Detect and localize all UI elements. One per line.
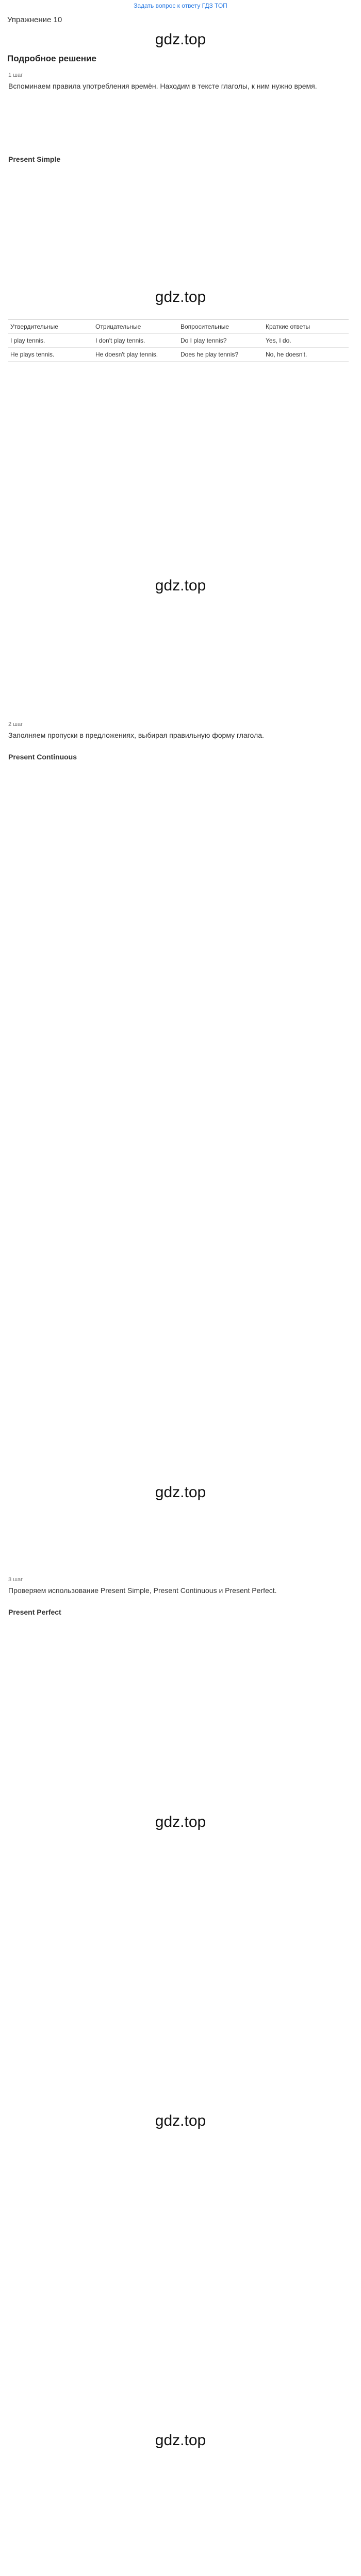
watermark: gdz.top xyxy=(155,2432,206,2449)
watermark: gdz.top xyxy=(155,289,206,306)
watermark: gdz.top xyxy=(155,31,206,48)
table-cell: Does he play tennis? xyxy=(180,351,239,358)
tense-name: Present Continuous xyxy=(8,753,77,761)
table-header: Вопросительные xyxy=(180,323,229,330)
table-cell: He doesn't play tennis. xyxy=(95,351,158,358)
exercise-title: Упражнение 10 xyxy=(7,15,62,24)
table-header: Отрицательные xyxy=(95,323,141,330)
section-title: Подробное решение xyxy=(7,54,96,63)
table-cell: I don't play tennis. xyxy=(95,337,145,344)
table-cell: I play tennis. xyxy=(10,337,45,344)
table-row xyxy=(8,348,349,362)
table-cell: Yes, I do. xyxy=(266,337,291,344)
watermark: gdz.top xyxy=(155,1484,206,1501)
watermark: gdz.top xyxy=(155,1814,206,1831)
table-cell: No, he doesn't. xyxy=(266,351,307,358)
question-link[interactable]: Задать вопрос к ответу ГДЗ ТОП xyxy=(134,2,227,9)
step-label: 2 шаг xyxy=(8,721,23,727)
step-text: Заполняем пропуски в предложениях, выбирая правильную форму глагола. xyxy=(8,731,264,739)
tense-name: Present Simple xyxy=(8,155,61,163)
table-cell: Do I play tennis? xyxy=(180,337,227,344)
table-cell: He plays tennis. xyxy=(10,351,55,358)
table-header: Краткие ответы xyxy=(266,323,310,330)
step-label: 1 шаг xyxy=(8,72,23,78)
table-header: Утвердительные xyxy=(10,323,58,330)
step-text: Проверяем использование Present Simple, Present Continuous и Present Perfect. xyxy=(8,1586,277,1595)
watermark: gdz.top xyxy=(155,577,206,594)
step-label: 3 шаг xyxy=(8,1577,23,1583)
grammar-table xyxy=(8,319,349,362)
table-row xyxy=(8,334,349,348)
tense-name: Present Perfect xyxy=(8,1608,61,1616)
table-header-row xyxy=(8,320,349,334)
watermark: gdz.top xyxy=(155,2112,206,2129)
step-text: Вспоминаем правила употребления времён. Находим в тексте глаголы, к ним нужно время. xyxy=(8,82,317,90)
